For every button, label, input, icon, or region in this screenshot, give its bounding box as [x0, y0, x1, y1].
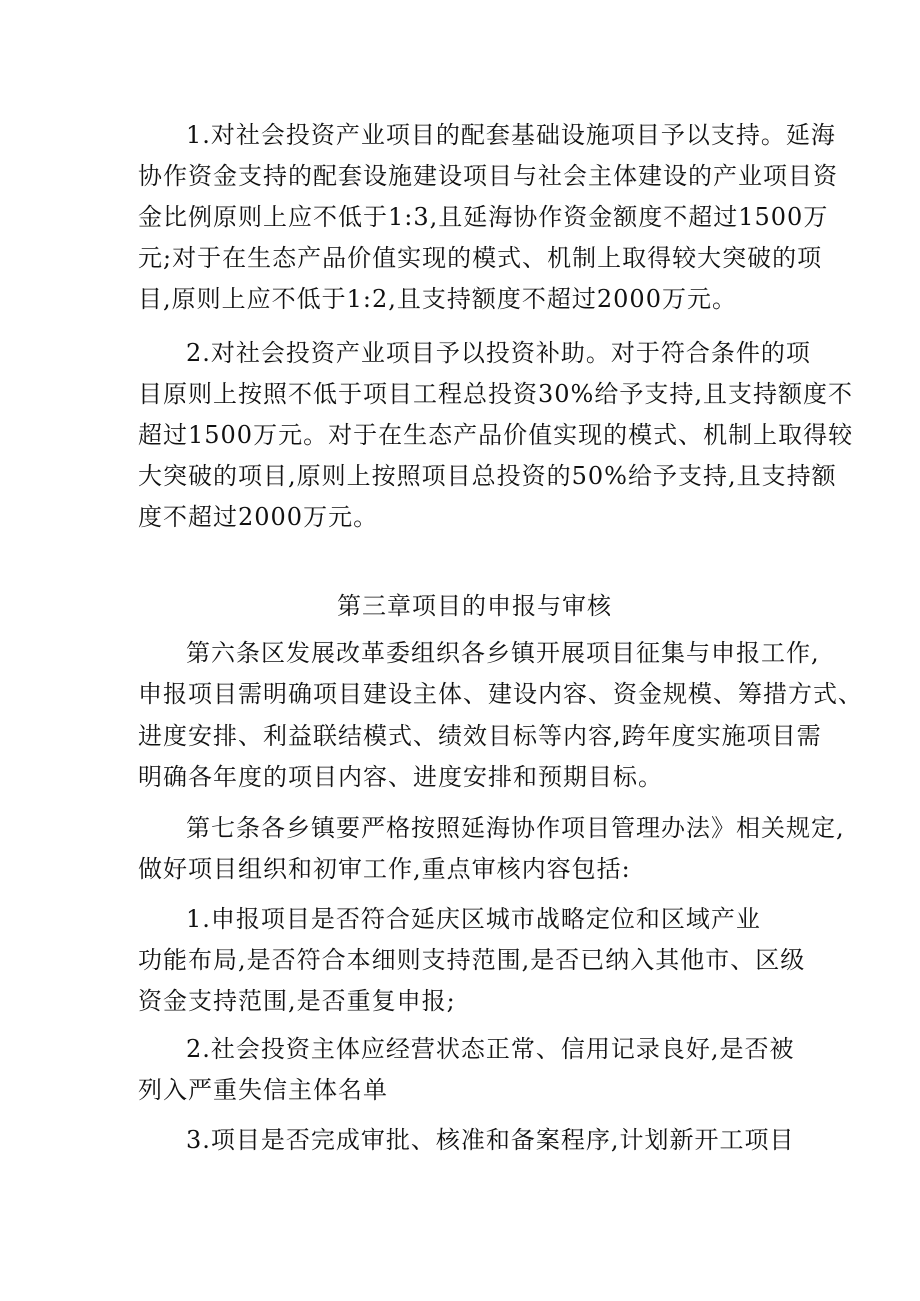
paragraph-3-line-3: 进度安排、利益联结模式、绩效目标等内容,跨年度实施项目需 — [138, 722, 822, 750]
paragraph-3-line-1: 第六条区发展改革委组织各乡镇开展项目征集与申报工作, — [186, 639, 820, 667]
paragraph-4-line-2: 做好项目组织和初审工作,重点审核内容包括: — [138, 855, 631, 883]
paragraph-6-line-2: 列入严重失信主体名单 — [138, 1076, 388, 1104]
paragraph-2-line-2: 目原则上按照不低于项目工程总投资30%给予支持,且支持额度不 — [138, 380, 853, 408]
paragraph-7-line-1: 3.项目是否完成审批、核准和备案程序,计划新开工项目 — [186, 1126, 795, 1154]
paragraph-5-line-1: 1.申报项目是否符合延庆区城市战略定位和区域产业 — [186, 905, 761, 933]
chapter-heading: 第三章项目的申报与审核 — [337, 592, 612, 620]
paragraph-6-line-1: 2.社会投资主体应经营状态正常、信用记录良好,是否被 — [186, 1035, 795, 1063]
paragraph-2-line-1: 2.对社会投资产业项目予以投资补助。对于符合条件的项 — [186, 339, 811, 367]
paragraph-1-line-1: 1.对社会投资产业项目的配套基础设施项目予以支持。延海 — [186, 121, 836, 149]
paragraph-1-line-2: 协作资金支持的配套设施建设项目与社会主体建设的产业项目资 — [138, 162, 838, 190]
paragraph-1-line-3: 金比例原则上应不低于1:3,且延海协作资金额度不超过1500万 — [138, 203, 829, 231]
paragraph-3-line-4: 明确各年度的项目内容、进度安排和预期目标。 — [138, 763, 663, 791]
paragraph-2-line-3: 超过1500万元。对于在生态产品价值实现的模式、机制上取得较 — [138, 421, 854, 449]
paragraph-4-line-1: 第七条各乡镇要严格按照延海协作项目管理办法》相关规定, — [186, 814, 845, 842]
paragraph-5-line-2: 功能布局,是否符合本细则支持范围,是否已纳入其他市、区级 — [138, 946, 806, 974]
paragraph-5-line-3: 资金支持范围,是否重复申报; — [138, 987, 456, 1015]
paragraph-2-line-5: 度不超过2000万元。 — [138, 503, 379, 531]
paragraph-1-line-4: 元;对于在生态产品价值实现的模式、机制上取得较大突破的项 — [138, 244, 823, 272]
paragraph-2-line-4: 大突破的项目,原则上按照项目总投资的50%给予支持,且支持额 — [138, 462, 837, 490]
paragraph-1-line-5: 目,原则上应不低于1:2,且支持额度不超过2000万元。 — [138, 285, 737, 313]
paragraph-3-line-2: 申报项目需明确项目建设主体、建设内容、资金规模、筹措方式、 — [138, 680, 863, 708]
